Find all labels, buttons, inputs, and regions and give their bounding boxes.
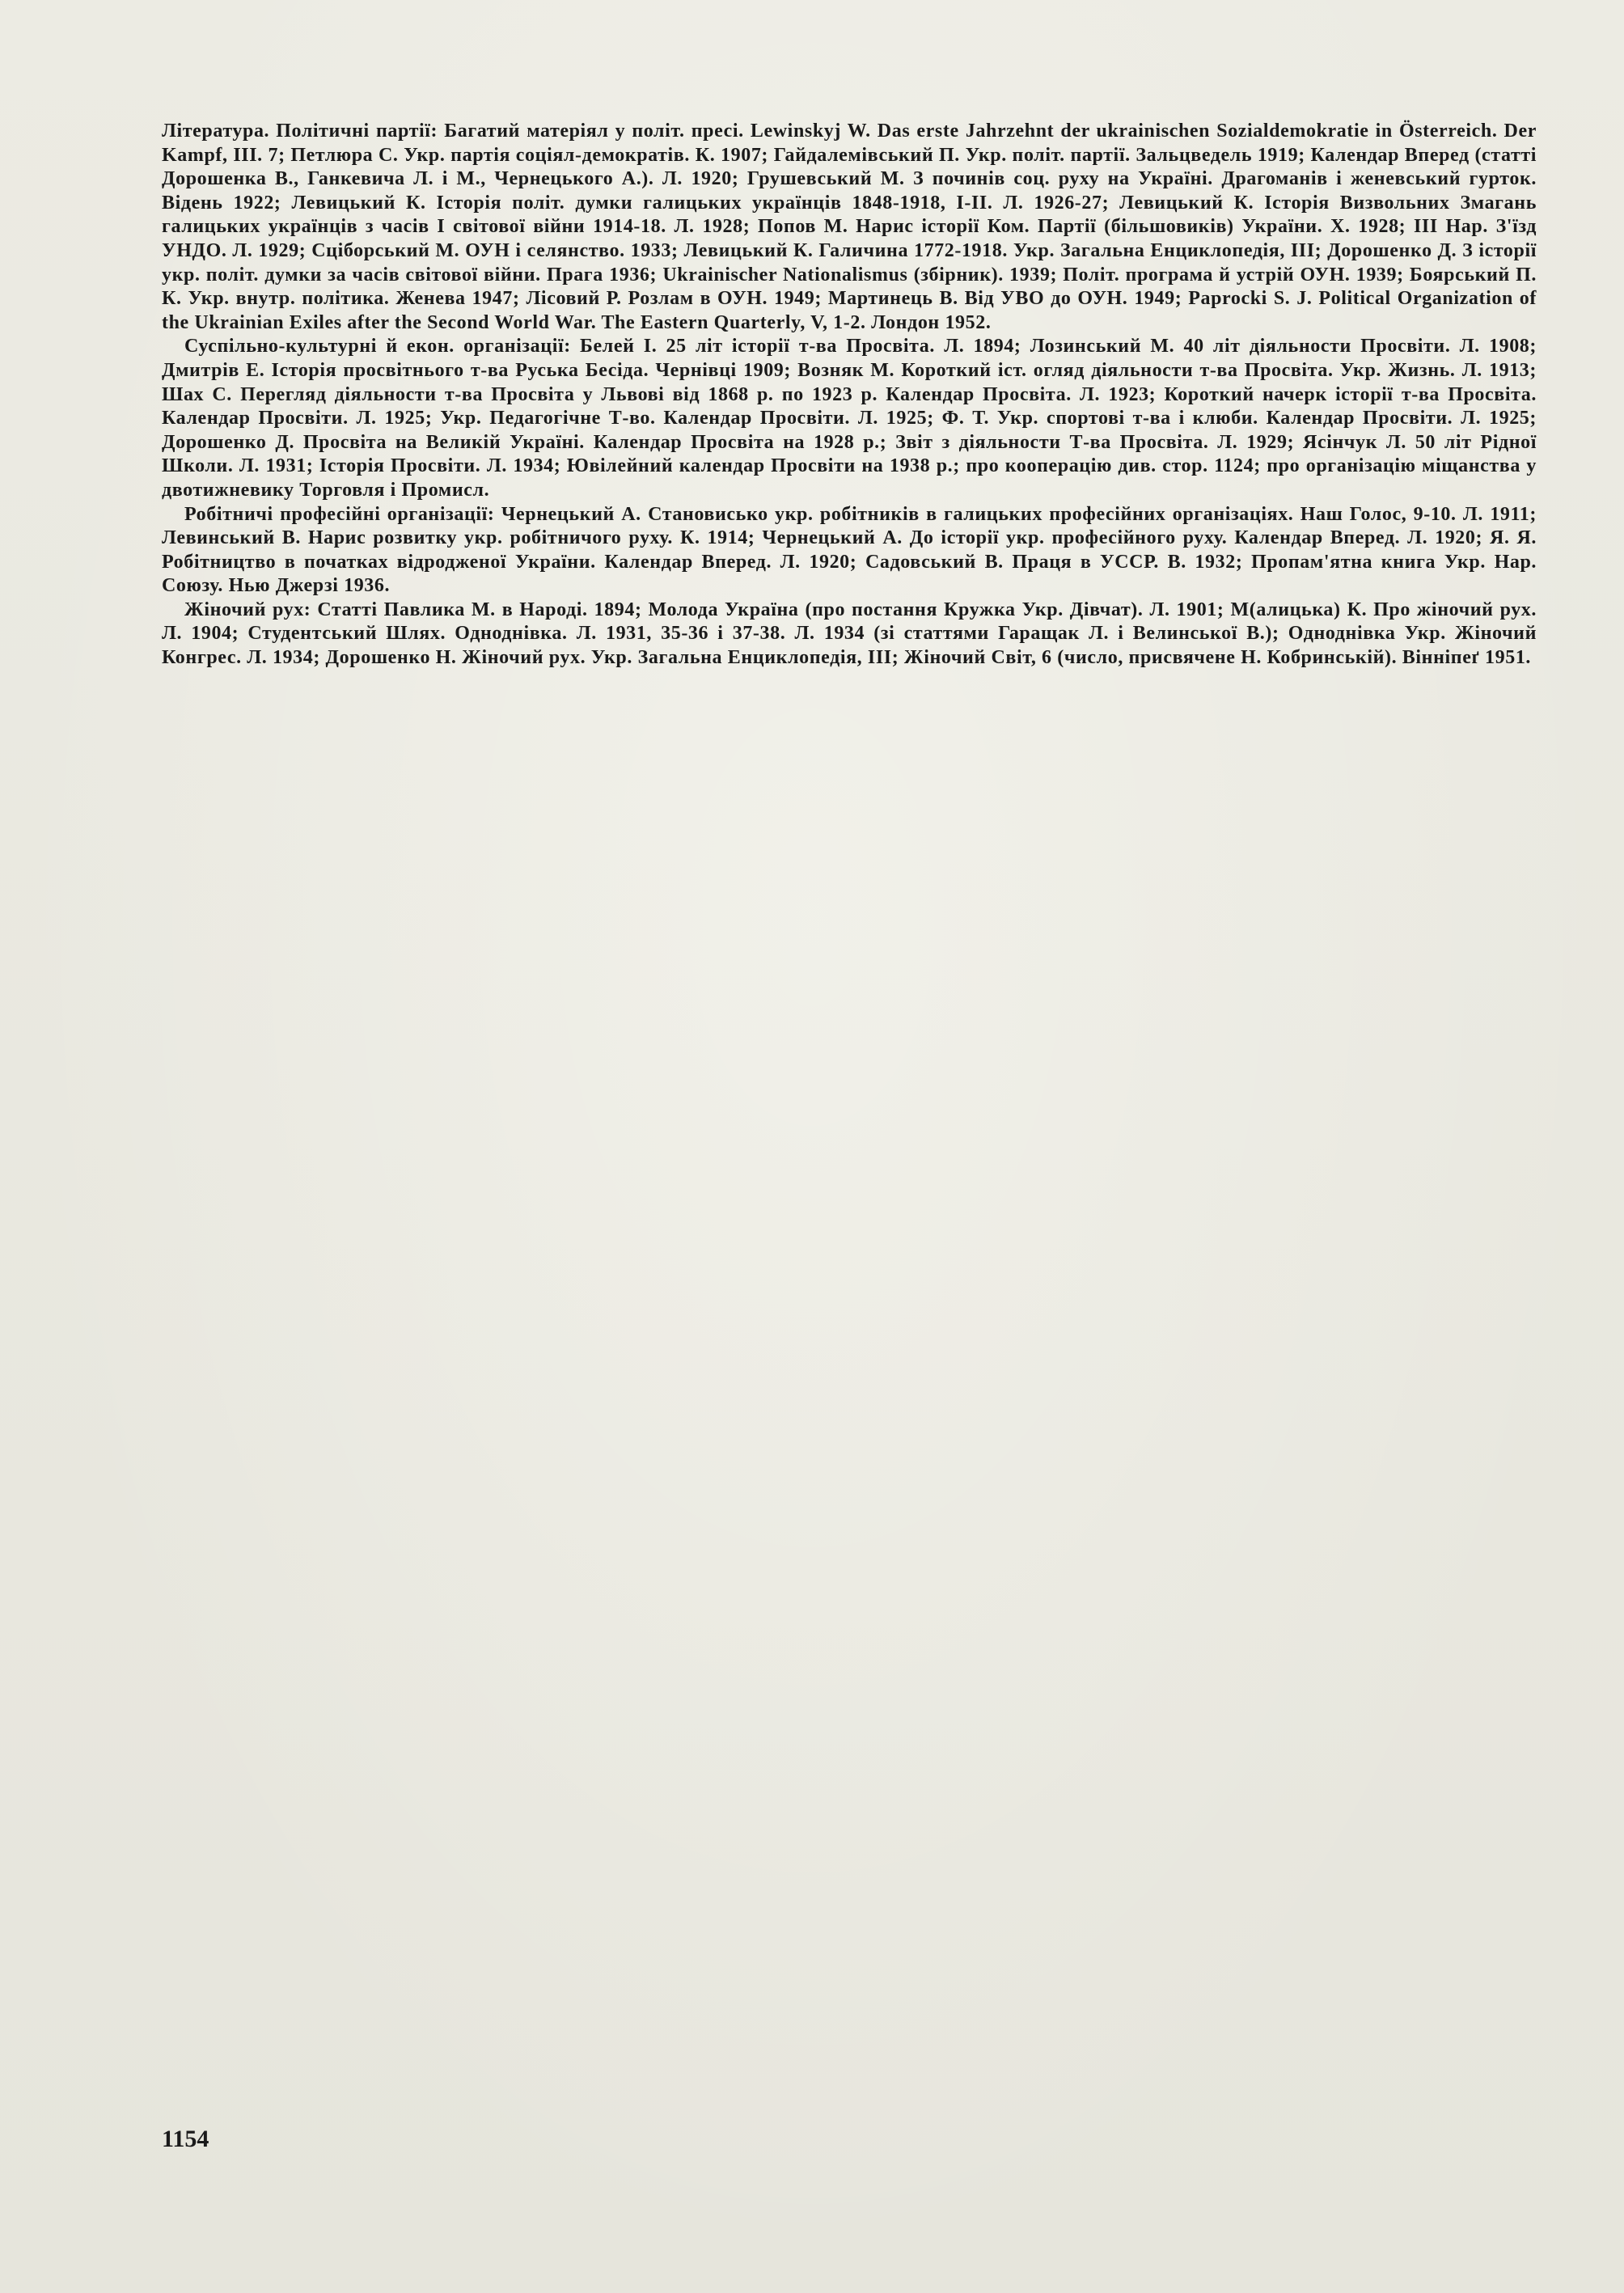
paragraph-social-cultural-organizations: Суспільно-культурні й екон. організації: Белей І. 25 літ історії т-ва Просвіта. Л. 1894; Лозинський М. 40 літ діяльности Просвіти. Л. 1908; Дмитрів Е. Історія просвітнього т-ва Руська Бесіда. Чернівці 1909; Возняк М. Короткий іст. огляд діяльности т-ва Просвіта. Укр. Жизнь. Л. 1913; Шах С. Перегляд діяльности т-ва Просвіта у Львові від 1868 р. по 1923 р. Календар Просвіта. Л. 1923; Короткий начерк історії т-ва Просвіта. Календар Просвіти. Л. 1925; Укр. Педагогічне Т-во. Календар Просвіти. Л. 1925; Ф. Т. Укр. спортові т-ва і клюби. Календар Просвіти. Л. 1925; Дорошенко Д. Просвіта на Великій Україні. Календар Просвіта на 1928 р.; Звіт з діяльности Т-ва Просвіта. Л. 1929; Ясінчук Л. 50 літ Рідної Школи. Л. 1931; Історія Просвіти. Л. 1934; Ювілейний календар Просвіти на 1938 р.; про кооперацію див. стор. 1124; про організацію міщанства у двотижневику Торговля і Промисл.: [162, 336, 1537, 501]
paragraph-political-parties: Література. Політичні партії: Багатий матеріял у політ. пресі. Lewinskyj W. Das erste Jahrzehnt der ukrainischen Sozialdemokratie in Österreich. Der Kampf, III. 7; Петлюра С. Укр. партія соціял-демократів. К. 1907; Гайдалемівський П. Укр. політ. партії. Зальцведель 1919; Календар Вперед (статті Дорошенка В., Ганкевича Л. і М., Чернецького А.). Л. 1920; Грушевський М. З починів соц. руху на Україні. Драгоманів і женевський гурток. Відень 1922; Левицький К. Історія політ. думки галицьких українців 1848-1918, I-II. Л. 1926-27; Левицький К. Історія Визвольних Змагань галицьких українців з часів I світової війни 1914-18. Л. 1928; Попов М. Нарис історії Ком. Партії (більшовиків) України. Х. 1928; III Нар. З'їзд УНДО. Л. 1929; Сціборський М. ОУН і селянство. 1933; Левицький К. Галичина 1772-1918. Укр. Загальна Енциклопедія, III; Дорошенко Д. З історії укр. політ. думки за часів світової війни. Прага 1936; Ukrainischer Nationalismus (збірник). 1939; Політ. програма й устрій ОУН. 1939; Боярський П. К. Укр. внутр. політика. Женева 1947; Лісовий Р. Розлам в ОУН. 1949; Мартинець В. Від УВО до ОУН. 1949; Paprocki S. J. Political Organization of the Ukrainian Exiles after the Second World War. The Eastern Quarterly, V, 1-2. Лондон 1952.: [162, 121, 1537, 333]
paragraph-womens-movement: Жіночий рух: Статті Павлика М. в Народі. 1894; Молода Україна (про постання Кружка Укр. Дівчат). Л. 1901; М(алицька) К. Про жіночий рух. Л. 1904; Студентський Шлях. Одноднівка. Л. 1931, 35-36 і 37-38. Л. 1934 (зі статтями Гаращак Л. і Велинської В.); Одноднівка Укр. Жіночий Конгрес. Л. 1934; Дорошенко Н. Жіночий рух. Укр. Загальна Енциклопедія, III; Жіночий Світ, 6 (число, присвячене Н. Кобринській). Вінніпеґ 1951.: [162, 599, 1537, 669]
bibliography-text: [162, 120, 1537, 671]
paragraph-workers-organizations: Робітничі професійні організації: Чернецький А. Становисько укр. робітників в галицьких професійних організаціях. Наш Голос, 9-10. Л. 1911; Левинський В. Нарис розвитку укр. робітничого руху. К. 1914; Чернецький А. До історії укр. професійного руху. Календар Вперед. Л. 1920; Я. Я. Робітництво в початках відродженої України. Календар Вперед. Л. 1920; Садовський В. Праця в УССР. В. 1932; Пропам'ятна книга Укр. Нар. Союзу. Нью Джерзі 1936.: [162, 503, 1537, 597]
page-number: 1154: [162, 2126, 209, 2152]
